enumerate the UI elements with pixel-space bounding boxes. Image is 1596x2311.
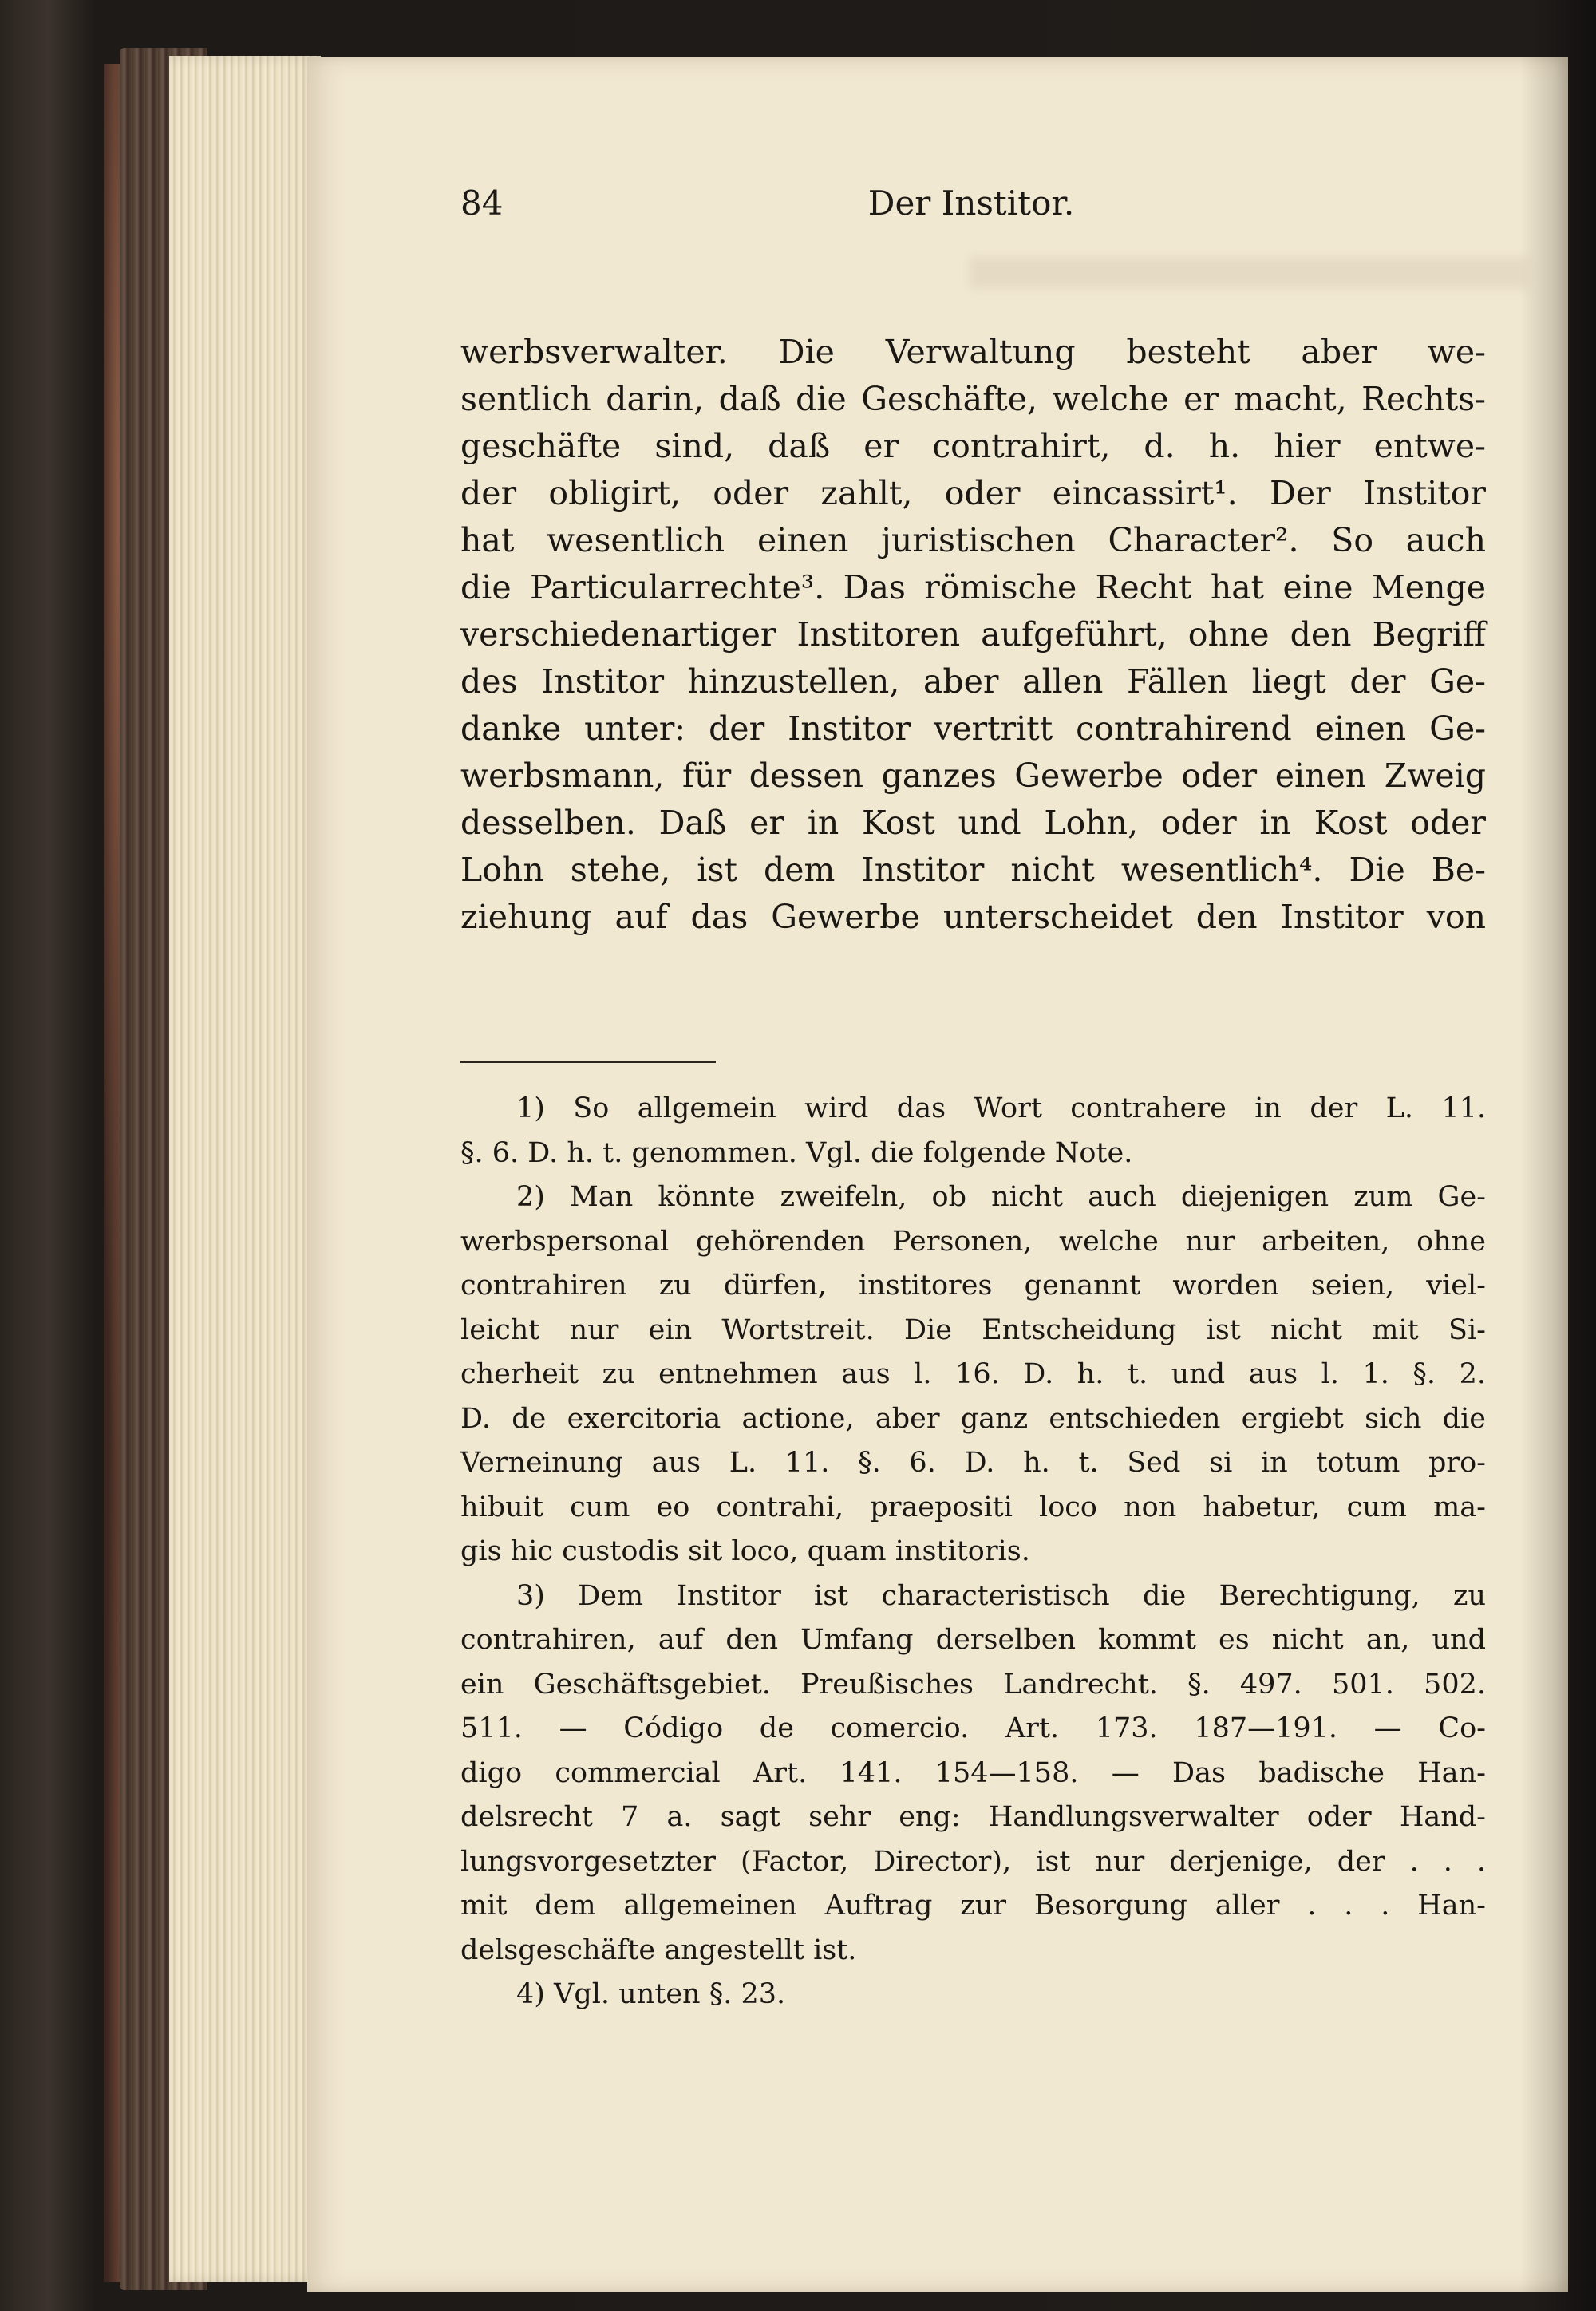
text-line: hat wesentlich einen juristischen Character². So auch: [460, 521, 1486, 559]
footnotes: [460, 1087, 1486, 2017]
text-line: sentlich darin, daß die Geschäfte, welche er macht, Rechts-: [460, 380, 1486, 418]
footnote-line: gis hic custodis sit loco, quam institoris.: [460, 1535, 1030, 1567]
footnote-line: Verneinung aus L. 11. §. 6. D. h. t. Sed si in totum pro-: [460, 1447, 1486, 1479]
footnote-line: leicht nur ein Wortstreit. Die Entscheidung ist nicht mit Si-: [460, 1314, 1486, 1346]
page-header: [460, 184, 1482, 239]
footnote-line: 4) Vgl. unten §. 23.: [516, 1978, 786, 2010]
footnote-line: §. 6. D. h. t. genommen. Vgl. die folgende Note.: [460, 1136, 1133, 1169]
running-head: Der Institor.: [867, 184, 1075, 223]
footnote-rule: [460, 1061, 716, 1063]
text-line: danke unter: der Institor vertritt contrahirend einen Ge-: [460, 709, 1486, 748]
footnote-line: contrahiren zu dürfen, institores genannt worden seien, viel-: [460, 1270, 1486, 1302]
text-line: werbsmann, für dessen ganzes Gewerbe oder einen Zweig: [460, 757, 1486, 795]
footnote-line: cherheit zu entnehmen aus l. 16. D. h. t. und aus l. 1. §. 2.: [460, 1358, 1486, 1390]
text-line: die Particularrechte³. Das römische Recht hat eine Menge: [460, 568, 1486, 606]
text-line: desselben. Daß er in Kost und Lohn, oder in Kost oder: [460, 804, 1486, 842]
page-gutter-shadow: [1520, 57, 1568, 2292]
footnote-line: delsrecht 7 a. sagt sehr eng: Handlungsverwalter oder Hand-: [460, 1801, 1486, 1833]
footnote-line: ein Geschäftsgebiet. Preußisches Landrecht. §. 497. 501. 502.: [460, 1668, 1486, 1701]
footnote-line: hibuit cum eo contrahi, praepositi loco non habetur, cum ma-: [460, 1491, 1486, 1523]
book-page: [307, 57, 1568, 2292]
text-line: des Institor hinzustellen, aber allen Fällen liegt der Ge-: [460, 662, 1486, 701]
text-line: werbsverwalter. Die Verwaltung besteht aber we-: [460, 333, 1486, 371]
main-text: [460, 329, 1486, 941]
footnote-line: delsgeschäfte angestellt ist.: [460, 1934, 857, 1966]
footnote-line: digo commercial Art. 141. 154—158. — Das badische Han-: [460, 1756, 1486, 1789]
text-line: der obligirt, oder zahlt, oder eincassirt¹. Der Institor: [460, 474, 1486, 512]
footnote-line: contrahiren, auf den Umfang derselben kommt es nicht an, und: [460, 1624, 1486, 1656]
text-line: Lohn stehe, ist dem Institor nicht wesentlich⁴. Die Be-: [460, 851, 1486, 889]
show-through: [970, 257, 1528, 289]
footnote-line: 1) So allgemein wird das Wort contrahere in der L. 11.: [516, 1092, 1486, 1124]
text-line: geschäfte sind, daß er contrahirt, d. h. hier entwe-: [460, 427, 1486, 465]
text-line: verschiedenartiger Institoren aufgeführt, ohne den Begriff: [460, 615, 1486, 654]
page-number: 84: [460, 184, 504, 223]
text-line: ziehung auf das Gewerbe unterscheidet den Institor von: [460, 898, 1486, 936]
page-stack: [169, 56, 321, 2282]
footnote-line: D. de exercitoria actione, aber ganz entschieden ergiebt sich die: [460, 1402, 1486, 1435]
footnote-line: werbspersonal gehörenden Personen, welche nur arbeiten, ohne: [460, 1225, 1486, 1258]
footnote-line: 511. — Código de comercio. Art. 173. 187—191. — Co-: [460, 1713, 1486, 1744]
footnote-line: lungsvorgesetzter (Factor, Director), ist nur derjenige, der . . .: [460, 1845, 1486, 1878]
footnote-line: 2) Man könnte zweifeln, ob nicht auch diejenigen zum Ge-: [516, 1181, 1486, 1213]
footnote-line: 3) Dem Institor ist characteristisch die Berechtigung, zu: [516, 1579, 1486, 1612]
footnote-line: mit dem allgemeinen Auftrag zur Besorgung aller . . . Han-: [460, 1890, 1486, 1922]
